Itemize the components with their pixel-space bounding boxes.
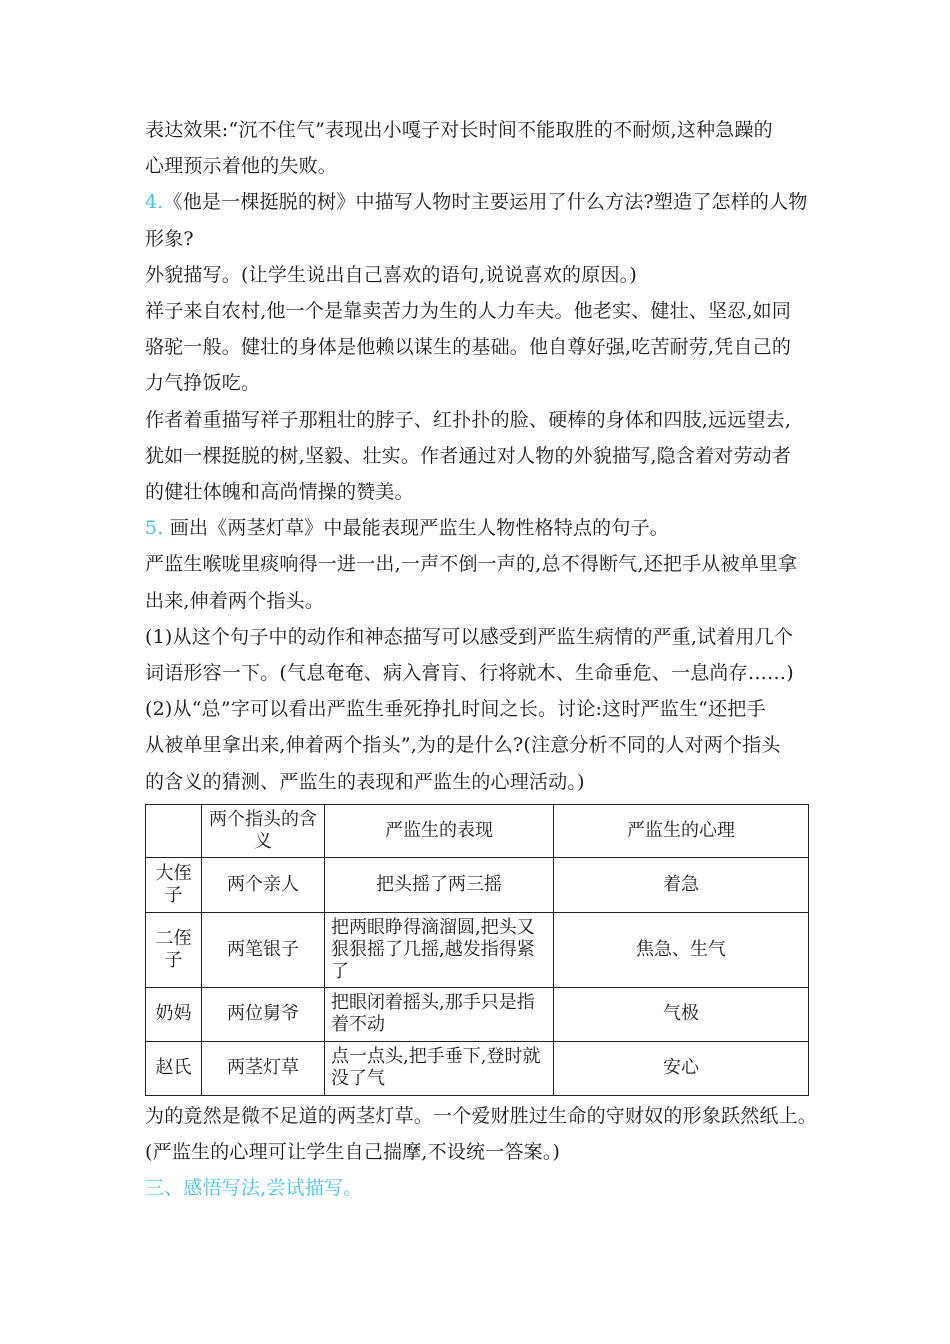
table-header-cell: 两个指头的含义 bbox=[202, 804, 325, 857]
question-text-cont: 形象? bbox=[145, 227, 194, 250]
table-cell: 点一点头,把手垂下,登时就没了气 bbox=[325, 1041, 554, 1095]
table-cell: 着急 bbox=[554, 857, 809, 912]
text-line: (严监生的心理可让学生自己揣摩,不设统一答案。) bbox=[145, 1141, 561, 1164]
answer-line: 力气挣饭吃。 bbox=[145, 372, 261, 395]
answer-line: 的健壮体魄和高尚情操的赞美。 bbox=[145, 481, 414, 504]
table-cell: 两茎灯草 bbox=[202, 1041, 325, 1095]
answer-line: 外貌描写。(让学生说出自己喜欢的语句,说说喜欢的原因。) bbox=[145, 263, 637, 286]
table-cell: 奶妈 bbox=[146, 987, 202, 1041]
table-cell: 把头摇了两三摇 bbox=[325, 857, 554, 912]
question-5 bbox=[145, 510, 813, 546]
answer-line: 的含义的猜测、严监生的表现和严监生的心理活动。) bbox=[145, 770, 585, 793]
table-cell: 大侄子 bbox=[146, 857, 202, 912]
answer-line: 出来,伸着两个指头。 bbox=[145, 589, 325, 612]
table-cell: 两个亲人 bbox=[202, 857, 325, 912]
question-text: 画出《两茎灯草》中最能表现严监生人物性格特点的句子。 bbox=[169, 517, 669, 540]
table-cell: 把眼闭着摇头,那手只是指着不动 bbox=[325, 987, 554, 1041]
answer-line: (2)从“总”字可以看出严监生垂死挣扎时间之长。讨论:这时严监生“还把手 bbox=[145, 698, 766, 721]
answer-line: (1)从这个句子中的动作和神态描写可以感受到严监生病情的严重,试着用几个 bbox=[145, 625, 794, 648]
table-cell: 气极 bbox=[554, 987, 809, 1041]
table-cell: 两笔银子 bbox=[202, 912, 325, 987]
document-page bbox=[145, 112, 818, 1206]
table-header-row bbox=[146, 804, 809, 857]
question-4 bbox=[145, 184, 813, 220]
text-line: 表达效果:“沉不住气”表现出小嘎子对长时间不能取胜的不耐烦,这种急躁的 bbox=[145, 119, 773, 141]
table-cell: 两位舅爷 bbox=[202, 987, 325, 1041]
table-cell: 把两眼睁得滴溜圆,把头又狠狠摇了几摇,越发指得紧了 bbox=[325, 912, 554, 987]
table-header-cell: 严监生的心理 bbox=[554, 804, 809, 857]
table-row bbox=[146, 912, 809, 987]
table-cell: 二侄子 bbox=[146, 912, 202, 987]
table-header-cell bbox=[146, 804, 202, 857]
text-line: 为的竟然是微不足道的两茎灯草。一个爱财胜过生命的守财奴的形象跃然纸上。 bbox=[145, 1104, 818, 1127]
answer-line: 词语形容一下。(气息奄奄、病入膏肓、行将就木、生命垂危、一息尚存……) bbox=[145, 662, 794, 685]
analysis-table bbox=[145, 804, 809, 1096]
table-cell: 焦急、生气 bbox=[554, 912, 809, 987]
table-row bbox=[146, 987, 809, 1041]
section-heading: 三、感悟写法,尝试描写。 bbox=[145, 1177, 363, 1200]
table-header-cell: 严监生的表现 bbox=[325, 804, 554, 857]
text-line: 心理预示着他的失败。 bbox=[145, 155, 338, 178]
answer-line: 骆驼一般。健壮的身体是他赖以谋生的基础。他自尊好强,吃苦耐劳,凭自己的 bbox=[145, 336, 792, 359]
answer-line: 从被单里拿出来,伸着两个指头”,为的是什么?(注意分析不同的人对两个指头 bbox=[145, 734, 781, 757]
answer-line: 作者着重描写祥子那粗壮的脖子、红扑扑的脸、硬棒的身体和四肢,远远望去, bbox=[145, 408, 792, 431]
answer-line: 犹如一棵挺脱的树,坚毅、壮实。作者通过对人物的外貌描写,隐含着对劳动者 bbox=[145, 444, 792, 467]
question-number: 5. bbox=[145, 517, 164, 540]
answer-line: 祥子来自农村,他一个是靠卖苦力为生的人力车夫。他老实、健壮、坚忍,如同 bbox=[145, 300, 792, 323]
table-row bbox=[146, 857, 809, 912]
question-number: 4. bbox=[145, 191, 164, 214]
answer-line: 严监生喉咙里痰响得一进一出,一声不倒一声的,总不得断气,还把手从被单里拿 bbox=[145, 553, 798, 576]
table-cell: 安心 bbox=[554, 1041, 809, 1095]
table-row bbox=[146, 1041, 809, 1095]
question-text: 《他是一棵挺脱的树》中描写人物时主要运用了什么方法?塑造了怎样的人物 bbox=[163, 191, 808, 214]
table-cell: 赵氏 bbox=[146, 1041, 202, 1095]
